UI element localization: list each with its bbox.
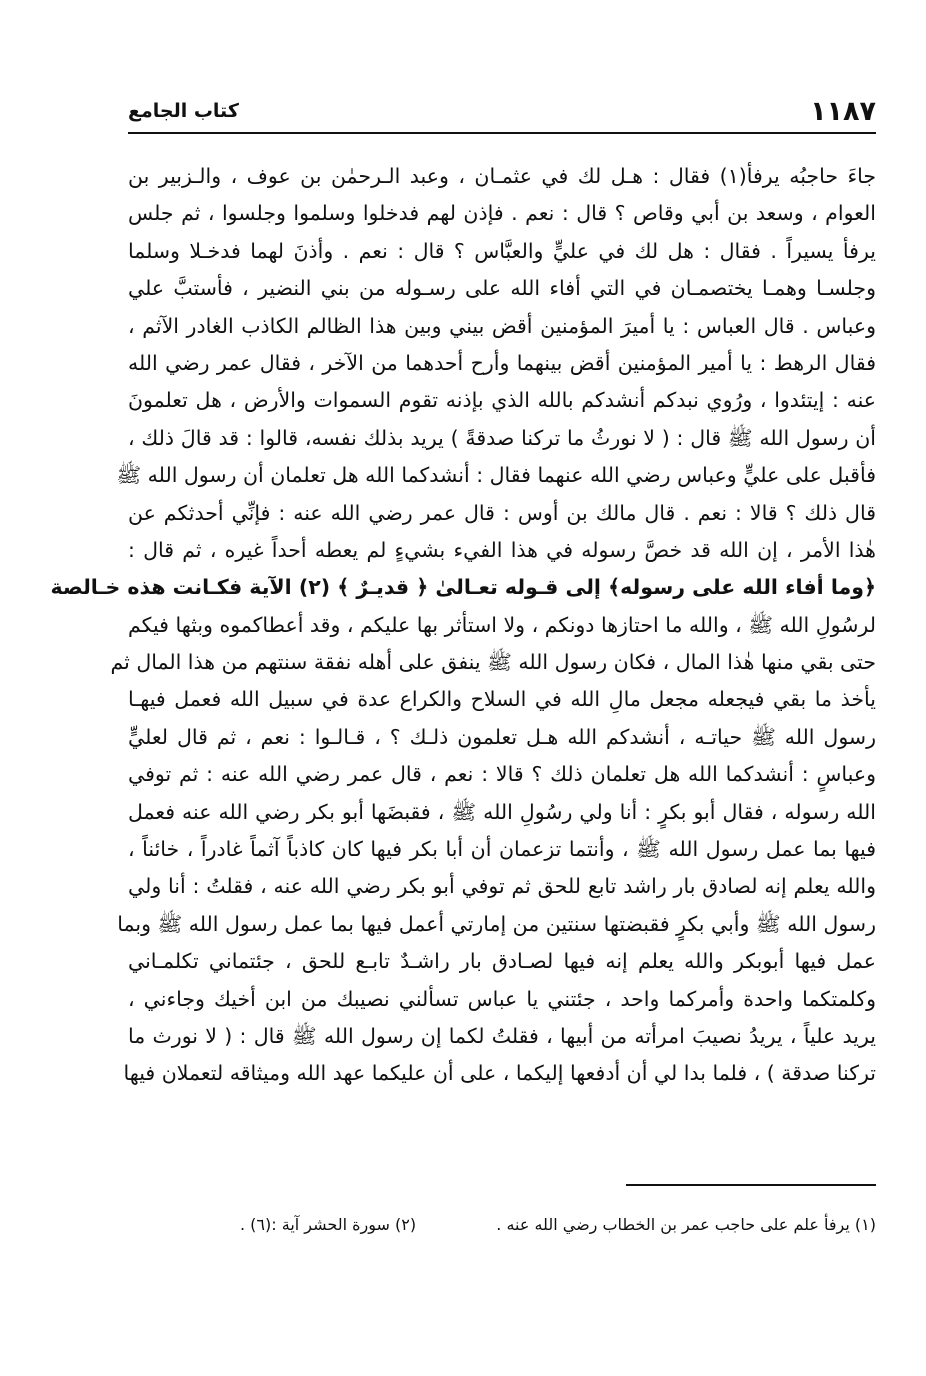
text-line: وكلمتكما واحدة وأمركما واحد ، جئتني يا عباس تسألني نصيبك من ابن أخيك وجاءني ، (128, 986, 876, 1011)
text-line: العوام ، وسعد بن أبي وقاص ؟ قال : نعم . فإذن لهم فدخلوا وسلموا وجلسوا ، ثم جلس (128, 201, 876, 226)
text-line: لرسُولِ الله ﷺ ، والله ما احتازها دونكم ، ولا استأثر بها عليكم ، وقد أعطاكموه وبثها فيكم (128, 612, 876, 637)
footnote-divider (626, 1184, 876, 1186)
text-line: وعباسٍ : أنشدكما الله هل تعلمان ذلك ؟ قالا : نعم ، قال عمر رضي الله عنه : ثم توفي (128, 762, 876, 787)
text-line: رسول الله ﷺ وأبي بكرٍ فقبضتها سنتين من إمارتي أعمل فيها بما عمل رسول الله ﷺ وبما (117, 911, 876, 936)
text-line: الله رسوله ، فقال أبو بكرٍ : أنا ولي رسُولِ الله ﷺ ، فقبضَها أبو بكر رضي الله عنه فعمل (128, 799, 876, 824)
text-line: حتى بقي منها هٰذا المال ، فكان رسول الله ﷺ ينفق على أهله نفقة سنتهم من هذا المال ثم (110, 650, 876, 675)
text-line: قال ذلك ؟ قالا : نعم . قال مالك بن أوس : قال عمر رضي الله عنه : فإنِّي أحدثكم عن (128, 500, 876, 525)
text-line: وجلسـا وهمـا يختصمـان في التي أفاء الله على رسـوله من بني النضير ، فأستبَّ علي (128, 276, 876, 301)
text-line: رسول الله ﷺ حياتـه ، أنشدكم الله هـل تعلمون ذلـك ؟ ، قـالـوا : نعم ، ثم قال لعليٍّ (128, 724, 876, 749)
text-line: وعباس . قال العباس : يا أميرَ المؤمنين أقض بيني وبين هذا الظالم الكاذب الغادر الآثم ، (128, 313, 876, 338)
text-line: عمل فيها أبوبكر والله يعلم إنه فيها لصـادق بار راشـدٌ تابـع للحق ، جئتماني تكلمـاني (128, 949, 876, 974)
text-line: أن رسول الله ﷺ قال : ( لا نورثُ ما تركنا صدقةً ) يريد بذلك نفسه، قالوا : قد قالَ ذلك ، (128, 425, 876, 450)
text-line: يأخذ ما بقي فيجعله مجعل مالِ الله في السلاح والكراع عدة في سبيل الله فعمل فيهـا (128, 687, 876, 712)
text-line: يرفأ يسيراً . فقال : هل لك في عليٍّ والعبَّاس ؟ قال : نعم . وأذنَ لهما فدخـلا وسلما (128, 238, 876, 263)
text-line: فأقبل على عليٍّ وعباس رضي الله عنهما فقال : أنشدكما الله هل تعلمان أن رسول الله ﷺ (116, 463, 876, 488)
footnote-1: (١) يرفأ علم على حاجب عمر بن الخطاب رضي الله عنه . (496, 1215, 876, 1234)
text-line: فقال الرهط : يا أمير المؤمنين أقض بينهما وأرح أحدهما من الآخر ، فقال عمر رضي الله (128, 350, 876, 375)
quran-verse-line: ﴿وما أفاء الله على رسوله﴾ إلى قـوله تعـالىٰ ﴿ قديـرٌ ﴾ (٢) الآية فكـانت هذه خـالصة (50, 575, 876, 600)
main-text (50, 158, 877, 1093)
text-line: تركنا صدقة ) ، فلما بدا لي أن أدفعها إليكما ، على أن عليكما عهد الله وميثاقه لتعملان فيها (123, 1061, 876, 1086)
text-line: عنه : إيتئدوا ، ورُوي نبدكم أنشدكم بالله الذي بإذنه تقوم السموات والأرض ، هل تعلمونَ (128, 388, 876, 413)
running-title: كتاب الجامع (128, 100, 239, 122)
text-line: يريد علياً ، يريدُ نصيبَ امرأته من أبيها ، فقلتُ لكما إن رسول الله ﷺ قال : ( لا نورث ما (128, 1023, 876, 1048)
footnote-2: (٢) سورة الحشر آية :(٦) . (240, 1215, 417, 1234)
page-number: ١١٨٧ (810, 96, 876, 127)
text-line: هٰذا الأمر ، إن الله قد خصَّ رسوله في هذا الفيء بشيءٍ لم يعطه أحداً غيره ، ثم قال : (128, 537, 876, 562)
text-line: والله يعلم إنه لصادق بار راشد تابع للحق ثم توفي أبو بكر رضي الله عنه ، فقلتُ : أنا ولي (128, 874, 876, 899)
text-line: فيها بما عمل رسول الله ﷺ ، وأنتما تزعمان أن أبا بكر فيها كان كاذباً آثماً غادراً ، خائناً ، (128, 837, 876, 862)
page-header (128, 92, 876, 134)
text-line: جاءَ حاجبُه يرفأ(١) فقال : هـل لك في عثمـان ، وعبد الـرحمٰن بن عوف ، والـزبير بن (128, 164, 877, 188)
